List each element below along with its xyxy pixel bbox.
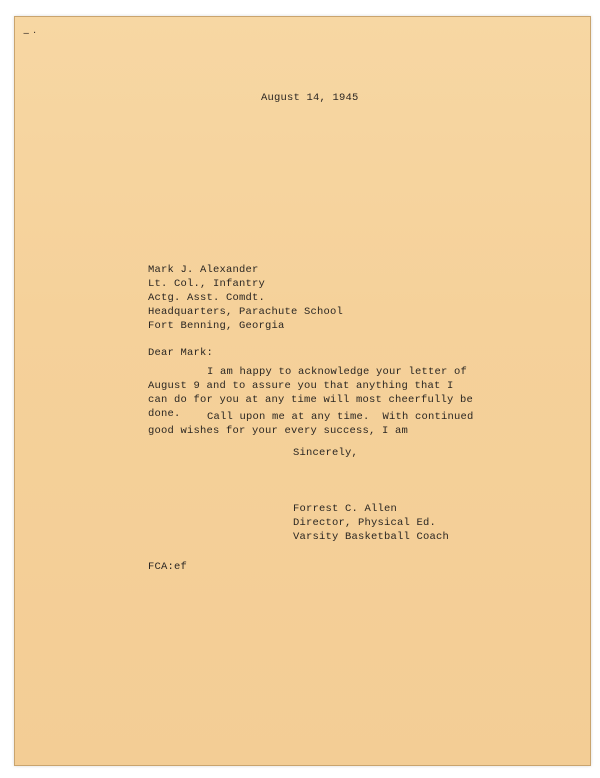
salutation: Dear Mark:	[148, 347, 214, 359]
recipient-line: Mark J. Alexander	[148, 264, 259, 276]
paragraph-line: can do for you at any time will most cheerfully be	[148, 394, 474, 406]
signature-line: Director, Physical Ed.	[293, 517, 437, 529]
paragraph-line: August 9 and to assure you that anything that I	[148, 380, 454, 392]
recipient-line: Headquarters, Parachute School	[148, 306, 344, 318]
recipient-line: Actg. Asst. Comdt.	[148, 292, 266, 304]
paragraph-line: done.	[148, 408, 181, 420]
signature-line: Varsity Basketball Coach	[293, 531, 450, 543]
paragraph-line: good wishes for your every success, I am	[148, 425, 409, 437]
typist-initials: FCA:ef	[148, 561, 188, 573]
recipient-line: Fort Benning, Georgia	[148, 320, 285, 332]
corner-mark: ‒ ·	[23, 28, 37, 39]
recipient-line: Lt. Col., Infantry	[148, 278, 266, 290]
letter-page	[14, 16, 591, 766]
paragraph-line: I am happy to acknowledge your letter of	[207, 366, 468, 378]
closing: Sincerely,	[293, 447, 359, 459]
signature-line: Forrest C. Allen	[293, 503, 398, 515]
paragraph-line: Call upon me at any time. With continued	[207, 411, 474, 423]
letter-date: August 14, 1945	[261, 92, 359, 104]
